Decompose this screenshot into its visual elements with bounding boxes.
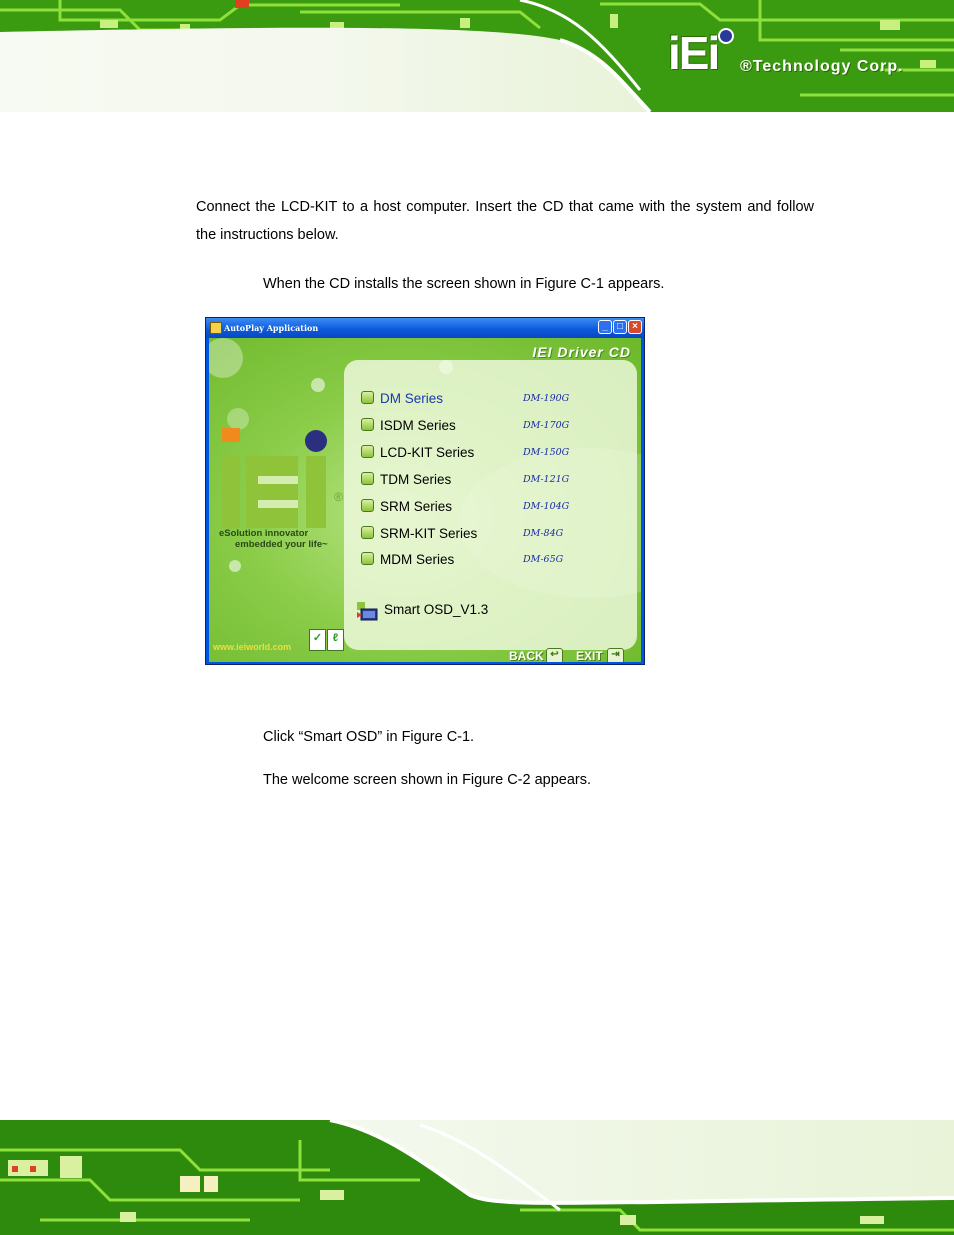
logo-orange-square: [222, 428, 240, 442]
maximize-icon[interactable]: □: [613, 320, 627, 334]
minimize-icon[interactable]: _: [598, 320, 612, 334]
menu-item-label: TDM Series: [380, 472, 452, 487]
bullet-icon: [361, 526, 374, 539]
app-icon: [210, 322, 222, 334]
logo-stroke-gap: [258, 476, 298, 484]
bullet-icon: [361, 499, 374, 512]
checkmark-cert-icon: ✓: [309, 629, 326, 651]
exit-button[interactable]: EXIT: [576, 649, 603, 662]
model-label[interactable]: DM-150G: [523, 447, 570, 458]
logo-stroke: [306, 456, 326, 528]
deco-bubble: [311, 378, 325, 392]
brand-logo-graphic: [214, 428, 344, 528]
registered-mark-icon: ®: [334, 490, 343, 504]
logo-stroke: [222, 456, 240, 528]
bullet-icon: [361, 445, 374, 458]
bullet-icon: [361, 391, 374, 404]
window-title: AutoPlay Application: [224, 323, 319, 333]
deco-bubble: [229, 560, 241, 572]
slogan-line-1: eSolution innovator: [219, 528, 309, 539]
step-1-text: When the CD installs the screen shown in Figure C-1 appears.: [263, 276, 665, 292]
menu-item-label: SRM Series: [380, 499, 453, 514]
menu-item-label: SRM-KIT Series: [380, 526, 478, 541]
header-banner: [0, 0, 954, 112]
logo-letters: iEi: [668, 27, 719, 79]
back-arrow-icon[interactable]: ↩: [546, 648, 563, 662]
model-label[interactable]: DM-65G: [523, 554, 564, 565]
logo-company-name: ®Technology Corp.: [740, 58, 904, 75]
slogan-line-2: embedded your life~: [235, 539, 328, 550]
menu-item-label: MDM Series: [380, 552, 455, 567]
autoplay-window-screenshot: [205, 317, 645, 665]
bullet-icon: [361, 418, 374, 431]
step-2-text: Click “Smart OSD” in Figure C-1.: [263, 729, 475, 745]
model-label[interactable]: DM-104G: [523, 501, 570, 512]
logo-stroke-gap: [258, 500, 298, 508]
menu-item-lcd-kit-series[interactable]: [361, 444, 474, 462]
footer-banner: [0, 1120, 954, 1235]
intro-paragraph: Connect the LCD-KIT to a host computer. Insert the CD that came with the system and follow the instructions below.: [196, 199, 814, 243]
deco-bubble: [227, 408, 249, 430]
smart-osd-icon[interactable]: [357, 602, 379, 622]
window-titlebar: [206, 318, 644, 338]
deco-bubble: [209, 338, 243, 378]
model-label[interactable]: DM-84G: [523, 528, 564, 539]
logo-navy-dot: [305, 430, 327, 452]
leaf-cert-icon: ℓ: [327, 629, 344, 651]
company-logo: [668, 22, 948, 82]
close-icon[interactable]: ×: [628, 320, 642, 334]
smart-osd-label[interactable]: Smart OSD_V1.3: [384, 602, 489, 617]
exit-door-icon[interactable]: ⇥: [607, 648, 624, 662]
step-3-text: The welcome screen shown in Figure C-2 appears.: [263, 772, 592, 788]
model-label[interactable]: DM-121G: [523, 474, 570, 485]
bullet-icon: [361, 472, 374, 485]
menu-item-srm-kit-series[interactable]: [361, 525, 477, 543]
menu-item-tdm-series[interactable]: [361, 471, 451, 489]
back-button[interactable]: BACK: [509, 649, 544, 662]
menu-item-srm-series[interactable]: [361, 498, 452, 516]
autoplay-client-area: [209, 338, 641, 662]
bullet-icon: [361, 552, 374, 565]
menu-item-dm-series[interactable]: [361, 390, 443, 408]
menu-item-label: DM Series: [380, 391, 444, 406]
menu-item-label: ISDM Series: [380, 418, 456, 433]
model-label[interactable]: DM-170G: [523, 420, 570, 431]
slogan: [219, 528, 328, 550]
pcb-footer-graphic: [0, 1120, 954, 1235]
menu-item-isdm-series[interactable]: [361, 417, 456, 435]
driver-cd-heading: IEI Driver CD: [532, 344, 631, 360]
model-label[interactable]: DM-190G: [523, 393, 570, 404]
website-link[interactable]: www.ieiworld.com: [213, 642, 292, 652]
logo-dot-icon: [718, 28, 734, 44]
menu-item-label: LCD-KIT Series: [380, 445, 475, 460]
logo-stroke: [246, 456, 298, 528]
menu-item-mdm-series[interactable]: [361, 551, 454, 569]
